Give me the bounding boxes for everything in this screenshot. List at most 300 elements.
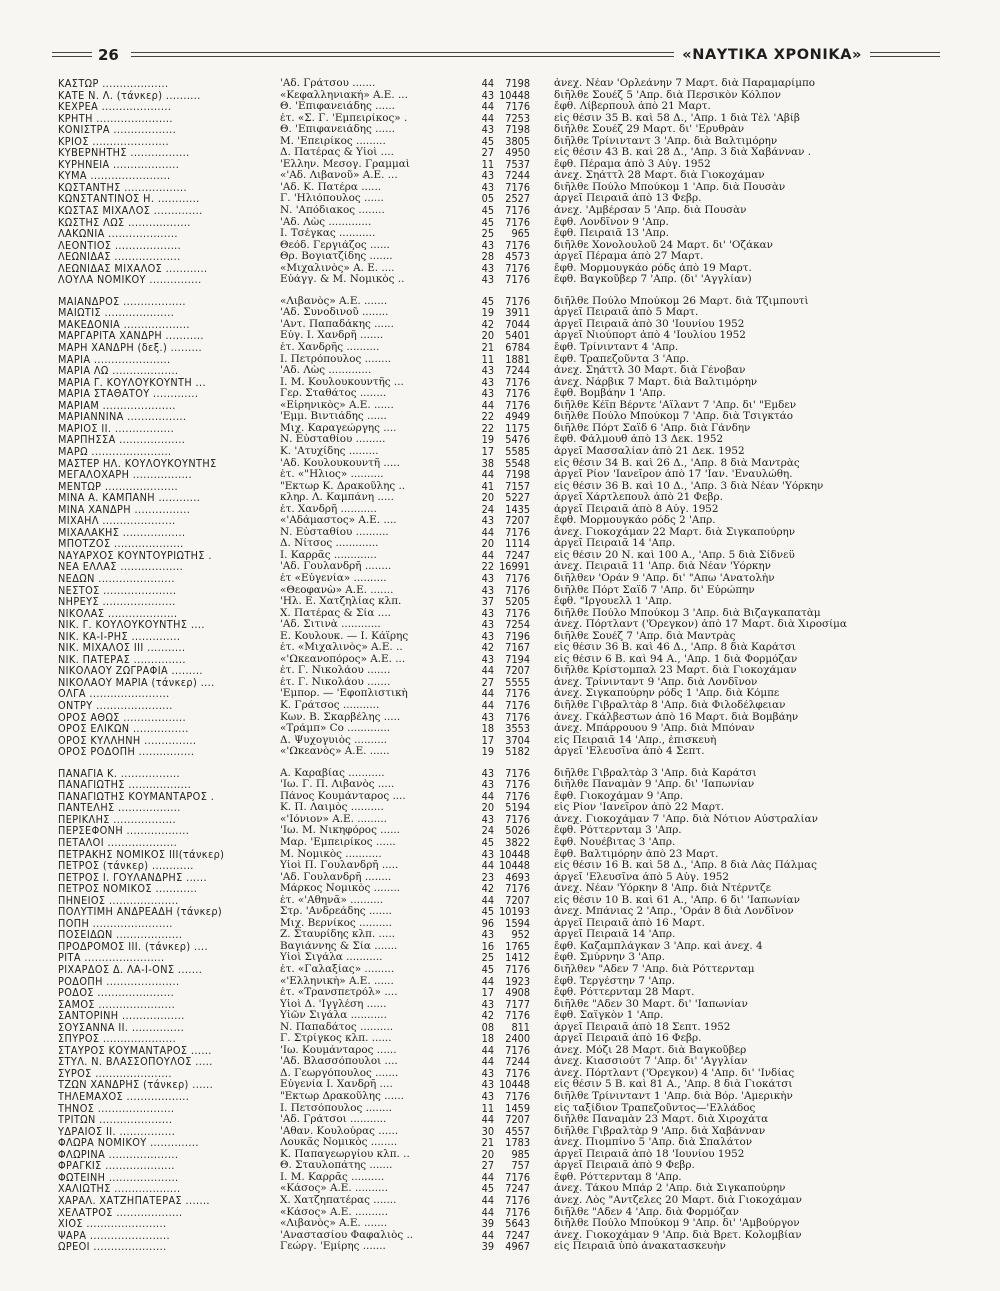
ship-tonnage: 7176 — [505, 813, 530, 826]
ship-agent: «Θεοφανὼ» Α.Ε. ....... — [280, 584, 394, 596]
ship-status: ἔφθ. Ρόττερνταμ 28 Μαρτ. — [554, 987, 695, 999]
ship-name: ΝΙΚ. ΚΑ-Ι-ΡΗΣ .............. — [58, 630, 181, 643]
list-item — [58, 182, 938, 194]
ship-status: ἀργεῖ Πειραιᾶ ἀπὸ 16 Μαρτ. — [554, 917, 705, 929]
list-item — [58, 1137, 938, 1149]
ship-name: ΚΩΣΤΑΣ ΜΙΧΑΛΟΣ .............. — [58, 205, 203, 217]
list-item — [58, 1126, 938, 1138]
ship-built-year: 27 — [481, 1160, 494, 1172]
ship-status: ἔφθ. Ρόττερνταμ 8 'Απρ. — [554, 1171, 682, 1183]
ship-status: ἔφθ. Φάλμουθ ἀπὸ 13 Δεκ. 1952 — [554, 434, 724, 446]
ship-name: ΡΟΔΟΣ ...................... — [58, 987, 175, 999]
list-item — [58, 469, 938, 481]
list-item — [58, 527, 938, 539]
ship-agent: «Λιβανὸς» Α.Ε. ....... — [280, 295, 388, 307]
ship-tonnage: 7176 — [505, 964, 530, 976]
ship-status: ἀργεῖ Πειραιᾶ 14 'Απρ. — [554, 538, 676, 550]
list-item — [58, 550, 938, 562]
ship-agent: «'Αδάμαστος» Α.Ε. .... — [280, 515, 397, 527]
ship-tonnage: 5643 — [505, 1218, 530, 1230]
ship-agent: ἐτ. «"Ηλιος» .......... — [280, 469, 384, 481]
ship-agent: Υἱῶν Σιγάλα ........... — [280, 1010, 387, 1022]
ship-agent: Γ. Στρίγκος κλπ. ...... — [280, 1033, 392, 1045]
ship-agent: 'Εμμ. Βιντιάδης ...... — [280, 411, 387, 423]
ship-status: ἀνεχ. Γιοκοχάμαν 22 Μαρτ. διὰ Σιγκαπούρην — [554, 526, 796, 538]
ship-agent: Ε. Κουλουκ. — Ι. Κάϊρης — [280, 630, 409, 642]
ship-agent: Κ. Παπαγεωργίου κλπ. .. — [280, 1148, 410, 1160]
ship-name: ΠΑΝΑΓΙΩΤΗΣ ΚΟΥΜΑΝΤΑΡΟΣ . — [58, 790, 215, 803]
ship-name: ΠΕΤΡΟΣ ΝΟΜΙΚΟΣ ............ — [58, 883, 198, 895]
ship-built-year: 30 — [481, 1125, 494, 1138]
ship-agent: Ι. Πετρόπουλος ........ — [280, 353, 392, 365]
list-item — [58, 423, 938, 435]
ship-built-year: 43 — [481, 170, 494, 182]
ship-name: ΠΕΤΡΑΚΗΣ ΝΟΜΙΚΟΣ ΙΙΙ(τάνκερ) — [58, 848, 225, 861]
ship-tonnage: 5026 — [505, 825, 530, 837]
ship-built-year: 43 — [481, 365, 494, 377]
ship-status: ἀνεχ. Σηάττλ 30 Μαρτ. διὰ Γένοβαν — [554, 365, 746, 377]
ship-status: εἰς Ρίον 'Ιανεῖρον ἀπὸ 22 Μαρτ. — [554, 802, 724, 814]
ship-agent: Δ. Γεωργόπουλος ....... — [280, 1067, 399, 1079]
ship-agent: 'Ιω. Μ. Νικηφόρος ...... — [280, 825, 401, 837]
ship-agent: Ι. Μ. Καρρᾶς .......... — [280, 1171, 385, 1183]
ship-status: ἀργεῖ Πειραιᾶ ἀπὸ 9 Φεβρ. — [554, 1160, 695, 1172]
ship-tonnage: 7176 — [505, 607, 530, 620]
ship-status: διῆλθε Παναμὰν 23 Μαρτ. διὰ Χιροχάτα — [554, 1114, 769, 1126]
ship-built-year: 28 — [481, 251, 494, 263]
ship-tonnage: 1881 — [505, 353, 530, 366]
ship-built-year: 43 — [481, 848, 494, 861]
ship-status: εἰς θέσιν 5 Β. καὶ 81 Α., 'Απρ. 8 διὰ Γιοκάτσι — [554, 1079, 793, 1091]
ship-built-year: 18 — [481, 723, 494, 735]
ship-built-year: 43 — [481, 239, 494, 252]
ship-agent: 'Αδ. Κουλουκουντῆ ..... — [280, 457, 400, 469]
ship-built-year: 18 — [481, 1033, 494, 1045]
ship-tonnage: 811 — [511, 1021, 530, 1034]
ship-status: ἀνεχ. Σιγκαπούρην ρόδς 1 'Απρ. διὰ Κόμπε — [554, 688, 780, 700]
ship-agent: «'Ωκεανοπόρος» Α.Ε. ... — [280, 653, 406, 665]
list-item — [58, 1230, 938, 1242]
ship-built-year: 44 — [481, 1229, 494, 1242]
ship-tonnage: 7198 — [505, 124, 530, 136]
ship-tonnage: 7176 — [505, 388, 530, 400]
ship-tonnage: 4557 — [505, 1125, 530, 1138]
ship-name: ΠΕΤΡΟΣ (τάνκερ) ............ — [58, 860, 194, 872]
list-item — [58, 918, 938, 930]
ship-agent: Κ. 'Ατυχίδης ......... — [280, 445, 379, 457]
ship-status: διῆλθε Πούλο Μπούκομ 7 'Απρ. διὰ Τσιγκτάο — [554, 411, 793, 423]
list-item — [58, 1033, 938, 1045]
ship-status: διῆλθε Τρίνινταντ 1 'Απρ. διὰ Βόρ. 'Αμερικὴν — [554, 1091, 793, 1103]
ship-status: ἀνεχ. Πόρτλαντ ('Όρεγκον) ἀπὸ 17 Μαρτ. διὰ Χιροσίμα — [554, 619, 847, 631]
ship-built-year: 44 — [481, 894, 494, 907]
header-rule-middle — [131, 51, 674, 59]
ship-name: ΝΑΥΑΡΧΟΣ ΚΟΥΝΤΟΥΡΙΩΤΗΣ . — [58, 549, 212, 562]
ship-tonnage: 7247 — [505, 1229, 530, 1242]
ship-name: ΠΕΡΙΚΛΗΣ .................. — [58, 813, 177, 826]
ship-tonnage: 2400 — [505, 1033, 530, 1045]
ship-built-year: 11 — [481, 1102, 494, 1115]
ship-tonnage: 5194 — [505, 802, 530, 814]
ship-name: ΣΤΑΥΡΟΣ ΚΟΥΜΑΝΤΑΡΟΣ ...... — [58, 1044, 212, 1057]
ship-built-year: 44 — [481, 526, 494, 539]
ship-name: ΝΗΡΕΥΣ ..................... — [58, 596, 176, 608]
ship-agent: «Κεφαλληνιακή» Α.Ε. ... — [280, 89, 408, 101]
ship-agent: Θεόδ. Γεργιάζος ...... — [280, 239, 390, 251]
ship-status: ἀνεχ. Νέαν 'Ορλεάνην 7 Μαρτ. διὰ Παραμαρίμπο — [554, 78, 816, 89]
ship-name: ΜΙΝΑ Α. ΚΑΜΠΑΝΗ ............ — [58, 492, 201, 504]
ship-agent: ἐτ. «Σ. Γ. 'Εμπειρίκος» . — [280, 112, 408, 124]
ship-tonnage: 5476 — [505, 434, 530, 446]
list-item — [58, 1091, 938, 1103]
ship-status: ἀνεχ. Λὸς "Αντζελες 20 Μαρτ. διὰ Γιοκοχάμαν — [554, 1194, 802, 1206]
ship-tonnage: 5548 — [505, 457, 530, 470]
list-item — [58, 458, 938, 470]
ship-agent: Ι. Πετσόπουλος ........ — [280, 1102, 393, 1114]
list-item — [58, 1160, 938, 1172]
ship-built-year: 21 — [481, 1137, 494, 1149]
ship-name: ΝΙΚΟΛΑΟΥ ΜΑΡΙΑ (τάνκερ) .... — [58, 676, 215, 689]
ship-built-year: 25 — [481, 228, 494, 240]
ship-name: ΧΕΛΑΤΡΟΣ ................... — [58, 1206, 183, 1219]
ship-built-year: 43 — [481, 998, 494, 1011]
ship-built-year: 44 — [481, 1056, 494, 1068]
ship-name: ΤΖΩΝ ΧΑΝΔΡΗΣ (τάνκερ) ...... — [58, 1079, 214, 1092]
ship-name: ΚΑΣΤΩΡ ................... — [58, 78, 169, 90]
ship-name: ΚΥΒΕΡΝΗΤΗΣ ................. — [58, 147, 190, 159]
ship-name: ΜΑΙΩΤΙΣ .................... — [58, 307, 175, 319]
ship-agent: 'Αδ. Γράτσοι ........... — [280, 1114, 387, 1126]
list-item — [58, 170, 938, 182]
ship-built-year: 44 — [481, 688, 494, 700]
ship-name: ΣΑΜΟΣ ...................... — [58, 998, 176, 1011]
ship-status: διῆλθε "Αδεν 4 'Απρ. διὰ Φορμόζαν — [554, 1206, 739, 1218]
ship-name: ΧΙΟΣ ....................... — [58, 1218, 167, 1230]
ship-built-year: 39 — [481, 1218, 494, 1230]
list-item — [58, 388, 938, 400]
ship-built-year: 43 — [481, 653, 494, 666]
list-item — [58, 90, 938, 102]
ship-name: ΚΡΙΟΣ ...................... — [58, 135, 170, 148]
ship-built-year: 24 — [481, 825, 494, 837]
ship-agent: Α. Καραβίας ........... — [280, 767, 385, 779]
ship-name: ΤΡΙΤΩΝ ..................... — [58, 1114, 173, 1126]
ship-built-year: 43 — [481, 124, 494, 136]
ship-name: ΜΑΡΙΟΣ ΙΙ. ................. — [58, 422, 175, 435]
ship-tonnage: 965 — [511, 228, 530, 240]
ship-agent: 'Αδ. Σιτινὰ ............ — [280, 619, 381, 631]
ship-agent: Γερ. Σταθάτος ........ — [280, 388, 387, 400]
ship-tonnage: 10448 — [499, 1079, 530, 1092]
ship-tonnage: 7176 — [505, 216, 530, 229]
ship-name: ΜΑΡΙΑ Γ. ΚΟΥΛΟΥΚΟΥΝΤΗ ... — [58, 376, 206, 389]
ship-name: ΚΑΤΕ Ν. Λ. (τάνκερ) .......... — [58, 89, 201, 102]
ship-built-year: 20 — [481, 802, 494, 814]
ship-tonnage: 7207 — [505, 1114, 530, 1126]
ship-name: ΠΕΤΑΛΟΙ .................... — [58, 837, 178, 849]
ship-built-year: 08 — [481, 1021, 494, 1034]
list-item — [58, 561, 938, 573]
ship-name: ΝΕΣΤΟΣ ..................... — [58, 584, 177, 597]
ship-tonnage: 1435 — [505, 503, 530, 516]
ship-agent: Εὐάγγ. & Μ. Νομικὸς .. — [280, 274, 405, 286]
list-item — [58, 1079, 938, 1091]
ship-tonnage: 5205 — [505, 596, 530, 608]
ship-tonnage: 4967 — [505, 1241, 530, 1253]
ship-status: ἀνεχ. Γιοκοχάμαν 9 'Απρ. διὰ Βρετ. Κολομβίαν — [554, 1229, 802, 1241]
ship-name: ΠΟΛΥΤΙΜΗ ΑΝΔΡΕΑΔΗ (τάνκερ) — [58, 906, 223, 918]
ship-agent: Κ. Π. Λαιμὸς .......... — [280, 802, 384, 814]
ship-built-year: 43 — [481, 572, 494, 585]
list-item — [58, 712, 938, 724]
list-item — [58, 274, 938, 286]
ship-tonnage: 7244 — [505, 170, 530, 182]
ship-built-year: 44 — [481, 78, 494, 90]
list-item — [58, 124, 938, 136]
ship-agent: Εὐγ. Ι. Χανδρῆ ....... — [280, 330, 384, 342]
ship-tonnage: 7537 — [505, 158, 530, 171]
ship-tonnage: 7176 — [505, 181, 530, 194]
list-item — [58, 883, 938, 895]
ship-built-year: 44 — [481, 1114, 494, 1126]
list-item — [58, 1183, 938, 1195]
ship-status: διῆλθε Κέϊπ Βέρντε 'Αϊλαντ 7 'Απρ. δι' "Εμδεν — [554, 399, 797, 411]
list-item — [58, 1207, 938, 1219]
ship-name: ΛΕΟΝΤΙΟΣ ................... — [58, 239, 182, 252]
ship-name: ΣΥΡΟΣ ...................... — [58, 1067, 172, 1080]
ship-status: εἰς θέσιν 35 Β. καὶ 58 Δ., 'Απρ. 1 διὰ Τὲλ 'Αβίβ — [554, 112, 800, 124]
ship-tonnage: 10193 — [499, 906, 530, 918]
ship-name: ΣΟΥΣΑΝΝΑ ΙΙ. ............... — [58, 1021, 185, 1034]
ship-status: ἀργεῖ Πειραιᾶ ἀπὸ 16 Φεβρ. — [554, 1033, 702, 1045]
ship-status: ἀνεχ. Μπάρρουου 9 'Απρ. διὰ Μπόναν — [554, 723, 755, 735]
ship-built-year: 43 — [481, 584, 494, 597]
ship-status: ἀνεχ. 'Αμβέρσαν 5 'Απρ. διὰ Πουσὰν — [554, 205, 747, 217]
ship-built-year: 43 — [481, 181, 494, 194]
ship-status: ἀνεχ. Νέαν 'Υόρκην 8 'Απρ. διὰ Ντέρντζε — [554, 883, 772, 895]
ship-built-year: 44 — [481, 101, 494, 113]
ship-agent: Θ. Σταυλοπάτης ....... — [280, 1160, 393, 1172]
ship-agent: 'Ελλην. Μεσογ. Γραμμαὶ — [280, 158, 410, 170]
ship-name: ΨΑΡΑ ....................... — [58, 1229, 171, 1242]
ship-agent: ἐτ. «Τρανσπετρόλ» .... — [280, 987, 398, 999]
list-item — [58, 1195, 938, 1207]
ship-tonnage: 7254 — [505, 619, 530, 631]
list-item — [58, 619, 938, 631]
ship-agent: Ν. Εὐσταθίου .......... — [280, 526, 389, 538]
ship-agent: Ν. Εὐσταθίου ......... — [280, 434, 386, 446]
list-item — [58, 688, 938, 700]
ship-status: ἔφθ. Τραπεζοῦντα 3 'Απρ. — [554, 353, 690, 365]
list-item — [58, 642, 938, 654]
ship-agent: «'Ελληνικὴ» Α.Ε. ...... — [280, 975, 394, 987]
ship-list-section — [58, 768, 938, 1253]
ship-agent: «Λιβανὸς» Α.Ε. ....... — [280, 1218, 388, 1230]
ship-built-year: 43 — [481, 929, 494, 941]
ship-tonnage: 7157 — [505, 480, 530, 493]
ship-tonnage: 7207 — [505, 894, 530, 907]
ship-tonnage: 7176 — [505, 883, 530, 895]
list-item — [58, 825, 938, 837]
list-item — [58, 1114, 938, 1126]
list-item — [58, 1172, 938, 1184]
ship-status: διῆλθε Πόρτ Σαΐδ 6 'Απρ. διὰ Γάνδην — [554, 422, 751, 434]
ship-tonnage: 5585 — [505, 445, 530, 458]
list-item — [58, 296, 938, 308]
ship-agent: 'Αδ. Γράτσου ....... — [280, 78, 376, 89]
ship-agent: 'Ιω. Γ. Π. Λιβανὸς ..... — [280, 779, 395, 791]
ship-tonnage: 6784 — [505, 342, 530, 354]
ship-tonnage: 7207 — [505, 515, 530, 527]
ship-status: ἔφθ. Λίβερπουλ ἀπὸ 21 Μαρτ. — [554, 101, 711, 113]
ship-agent: «Κάσος» Α.Ε. .......... — [280, 1183, 388, 1195]
ship-built-year: 43 — [481, 1091, 494, 1103]
ship-status: ἀργεῖ Πέραμα ἀπὸ 27 Μαρτ. — [554, 251, 704, 263]
ship-tonnage: 3805 — [505, 135, 530, 148]
ship-built-year: 17 — [481, 445, 494, 458]
ship-name: ΝΕΑ ΕΛΛΑΣ .................. — [58, 561, 184, 573]
ship-tonnage: 7176 — [505, 1171, 530, 1184]
ship-agent: Ζ. Σταυρίδης κλπ. ..... — [280, 929, 396, 941]
ship-agent: Μ. Νομικὸς ........... — [280, 848, 382, 860]
ship-agent: Μιχ. Καραγεώργης .... — [280, 422, 397, 434]
ship-built-year: 44 — [481, 860, 494, 872]
list-item — [58, 1022, 938, 1034]
ship-status: εἰς θέσιν 10 Β. καὶ 61 Α., 'Απρ. 6 δι' 'Ιαπωνίαν — [554, 894, 800, 906]
ship-tonnage: 1175 — [505, 422, 530, 435]
ship-tonnage: 10448 — [499, 848, 530, 861]
ship-built-year: 44 — [481, 1044, 494, 1057]
ship-status: διῆλθεν 'Οράν 9 'Απρ. δι' "Απω 'Ανατολὴν — [554, 572, 775, 584]
ship-built-year: 21 — [481, 342, 494, 354]
ship-status: ἀργεῖ Ρίον 'Ιανεῖρον ἀπὸ 17 'Ιαν. 'Εναυλώθη. — [554, 469, 793, 481]
ship-status: διῆλθε Πούλο Μπούκομ 3 'Απρ. διὰ Βιζαγκαπατὰμ — [554, 607, 821, 619]
ship-status: ἀργεῖ Πειραιᾶ 14 'Απρ. — [554, 929, 676, 941]
ship-name: ΚΩΣΤΑΝΤΗΣ .................. — [58, 181, 187, 194]
ship-status: ἀργεῖ Πειραιᾶ ἀπὸ 13 Φεβρ. — [554, 193, 702, 205]
page-header — [52, 44, 940, 66]
ship-tonnage: 757 — [511, 1160, 530, 1172]
ship-status: ἀργεῖ Μασσαλίαν ἀπὸ 21 Δεκ. 1952 — [554, 445, 745, 457]
ship-status: ἔφθ. Βαλτιμόρην ἀπὸ 23 Μαρτ. — [554, 848, 719, 860]
ship-status: ἀνεχ. Πόρτλαντ ('Όρεγκον) 4 'Απρ. δι' 'Ινδίας — [554, 1067, 795, 1079]
ship-name: ΚΥΡΗΝΕΙΑ ................... — [58, 158, 180, 171]
ship-agent: 'Αδ. Κ. Πατέρα ...... — [280, 181, 382, 193]
ship-status: διῆλθε Σουέζ 29 Μαρτ. δι' 'Ερυθρὰν — [554, 124, 745, 136]
ship-built-year: 44 — [481, 665, 494, 677]
ship-name: ΠΟΠΗ ....................... — [58, 917, 173, 930]
ship-status: εἰς ταξίδιον Τραπεζοῦντος—'Ελλάδος — [554, 1102, 756, 1114]
ship-agent: Θ. 'Επιφανειάδης ...... — [280, 101, 395, 113]
list-item — [58, 319, 938, 331]
ship-status: εἰς Πειραιᾶ 14 'Απρ., ἐπισκευὴ — [554, 734, 717, 746]
ship-built-year: 45 — [481, 205, 494, 217]
ship-agent: Υἱοὶ Δ. 'Ιγγλέση ...... — [280, 998, 387, 1010]
ship-built-year: 43 — [481, 388, 494, 400]
ship-name: ΜΑΡΙΑ ...................... — [58, 353, 171, 366]
ship-status: ἀνεχ. Πειραιᾶ 11 'Απρ. διὰ Νέαν 'Υόρκην — [554, 561, 771, 573]
ship-name: ΣΤΥΛ. Ν. ΒΛΑΣΣΟΠΟΥΛΟΣ ..... — [58, 1056, 213, 1068]
list-item — [58, 1218, 938, 1230]
ship-agent: Μ. 'Επειρίκος ......... — [280, 135, 386, 147]
ship-built-year: 44 — [481, 469, 494, 481]
list-item — [58, 251, 938, 263]
ship-agent: Ι. Τσέγκας ........... — [280, 228, 376, 240]
ship-status: εἰς θέσιν 6 Β. καὶ 94 Α., 'Απρ. 1 διὰ Φορμόζαν — [554, 653, 798, 665]
list-item — [58, 1056, 938, 1068]
ship-name: ΜΙΝΑ ΧΑΝΔΡΗ ................ — [58, 503, 191, 516]
ship-agent: Θ. 'Επιφανειάδης ...... — [280, 124, 395, 136]
ship-built-year: 11 — [481, 158, 494, 171]
ship-status: ἀνεχ. Κιασσιούτ 7 'Απρ. δι' 'Αγγλίαν — [554, 1056, 748, 1068]
ship-name: ΝΙΚ. Γ. ΚΟΥΛΟΥΚΟΥΝΤΗΣ .... — [58, 619, 205, 631]
ship-agent: Δ. Πατέρας & Υἱοὶ .... — [280, 147, 394, 159]
ship-status: ἔφθ. Γιοκοχάμαν 9 'Απρ. — [554, 790, 684, 802]
ship-built-year: 42 — [481, 318, 494, 331]
ship-built-year: 22 — [481, 411, 494, 423]
ship-built-year: 24 — [481, 503, 494, 516]
ship-name: ΤΗΛΕΜΑΧΟΣ .................. — [58, 1091, 190, 1103]
ship-agent: Μιχ. Βερνίκος .......... — [280, 917, 393, 929]
ship-name: ΛΟΥΛΑ ΝΟΜΙΚΟΥ ............... — [58, 274, 202, 286]
ship-name: ΜΑΡΙΑ ΛΩ ................... — [58, 365, 179, 377]
ship-built-year: 43 — [481, 262, 494, 275]
ship-agent: ἐτ. Γ. Νικολάου ....... — [280, 665, 391, 677]
ship-agent: 'Εμπορ. — 'Εφοπλιστικὴ — [280, 688, 408, 700]
ship-built-year: 16 — [481, 940, 494, 953]
ship-name: ΟΡΟΣ ΚΥΛΛΗΝΗ ............... — [58, 734, 197, 747]
list-item — [58, 1068, 938, 1080]
ship-status: ἔφθ. Λονδῖνον 9 'Απρ. — [554, 216, 669, 228]
ship-tonnage: 3911 — [505, 307, 530, 319]
ship-status: διῆλθε Πόρτ Σαΐδ 7 'Απρ. δι' Εὐρώπην — [554, 584, 755, 596]
ship-built-year: 43 — [481, 630, 494, 643]
ship-agent: Εὐγενία Ι. Χανδρῆ .... — [280, 1079, 393, 1091]
ship-built-year: 45 — [481, 964, 494, 976]
ship-tonnage: 7176 — [505, 790, 530, 803]
ship-built-year: 27 — [481, 676, 494, 689]
ship-tonnage: 7244 — [505, 1056, 530, 1068]
ship-agent: Μάρκος Νομικὸς ........ — [280, 883, 401, 895]
ship-name: ΝΕΔΩΝ ...................... — [58, 572, 175, 585]
ship-agent: «'Ωκεανὸς» Α.Ε. ...... — [280, 746, 390, 758]
ship-status: διῆλθε Πούλο Μπούκομ 9 'Απρ. δι' 'Αμβούργον — [554, 1218, 800, 1230]
ship-status: ἀργεῖ 'Ελευσῖνα ἀπὸ 5 Αὐγ. 1952 — [554, 871, 730, 883]
ship-name: ΜΑΣΤΕΡ ΗΛ. ΚΟΥΛΟΥΚΟΥΝΤΗΣ — [58, 457, 217, 470]
ship-built-year: 43 — [481, 813, 494, 826]
ship-name: ΡΟΔΟΠΗ ..................... — [58, 975, 180, 988]
list-item — [58, 263, 938, 275]
ship-status: διῆλθε Σουέζ 5 'Απρ. διὰ Περσικὸν Κόλπον — [554, 89, 781, 101]
ship-status: διῆλθεν "Αδεν 7 'Απρ. διὰ Ρόττερνταμ — [554, 964, 755, 976]
ship-name: ΠΑΝΤΕΛΗΣ .................. — [58, 802, 181, 814]
ship-built-year: 19 — [481, 746, 494, 758]
ship-status: ἀνεχ. Τάκου Μπάρ 2 'Απρ. διὰ Σιγκαπούρην — [554, 1183, 786, 1195]
list-item — [58, 735, 938, 747]
ship-name: ΣΠΥΡΟΣ ..................... — [58, 1033, 177, 1045]
ship-built-year: 45 — [481, 1183, 494, 1195]
ship-name: ΜΑΡΓΑΡΙΤΑ ΧΑΝΔΡΗ ........... — [58, 330, 204, 343]
ship-tonnage: 5555 — [505, 676, 530, 689]
list-item — [58, 895, 938, 907]
ship-status: ἔφθ. Σμύρνην 3 'Απρ. — [554, 952, 665, 964]
ship-status: εἰς θέσιν 36 Β. καὶ 46 Δ., 'Απρ. 8 διὰ Καράτσι — [554, 642, 796, 654]
ship-tonnage: 4908 — [505, 987, 530, 999]
ship-agent: ἐτ. «Γαλαξίας» ......... — [280, 964, 395, 976]
list-item — [58, 538, 938, 550]
ship-tonnage: 7176 — [505, 584, 530, 597]
ship-agent: ἐτ. «Μιχαλινὸς» Α.Ε. .. — [280, 642, 403, 654]
